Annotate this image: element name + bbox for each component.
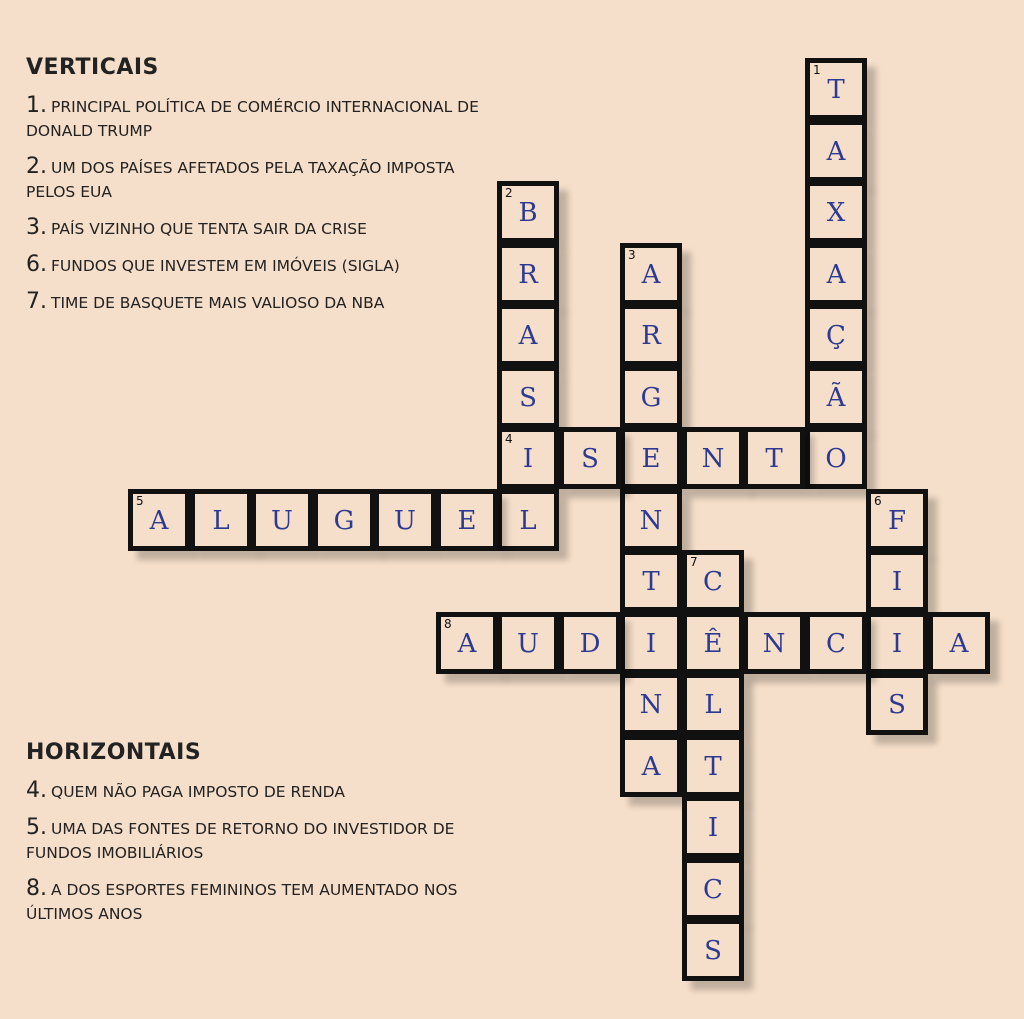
clue-text: TIME DE BASQUETE MAIS VALIOSO DA NBA (51, 294, 385, 312)
grid-cell[interactable] (497, 181, 559, 243)
clue-text: UM DOS PAÍSES AFETADOS PELA TAXAÇÃO IMPOSTA PELOS EUA (26, 159, 455, 201)
grid-cell[interactable] (620, 243, 682, 305)
cell-number: 2 (505, 186, 513, 200)
clue-text: UMA DAS FONTES DE RETORNO DO INVESTIDOR DE FUNDOS IMOBILIÁRIOS (26, 820, 455, 862)
clue-text: FUNDOS QUE INVESTEM EM IMÓVEIS (SIGLA) (51, 257, 400, 275)
clue-number: 1. (26, 93, 47, 118)
cell-letter: I (891, 629, 903, 659)
cell-letter: A (457, 629, 477, 659)
grid-cell[interactable] (682, 858, 744, 920)
grid-cell[interactable] (805, 304, 867, 366)
cell-number: 7 (690, 555, 698, 569)
grid-cell[interactable] (620, 612, 682, 674)
cell-letter: F (887, 506, 907, 536)
cell-letter: U (394, 506, 416, 536)
cell-letter: S (519, 383, 537, 413)
grid-cell[interactable] (805, 427, 867, 489)
cell-number: 1 (813, 63, 821, 77)
cell-letter: I (891, 567, 903, 597)
grid-cell[interactable] (928, 612, 990, 674)
cell-number: 5 (136, 494, 144, 508)
clue-text: PAÍS VIZINHO QUE TENTA SAIR DA CRISE (51, 220, 367, 238)
cell-letter: N (701, 444, 725, 474)
grid-cell[interactable] (866, 612, 928, 674)
cell-letter: G (333, 506, 355, 536)
grid-cell[interactable] (497, 243, 559, 305)
clue-number: 3. (26, 215, 47, 240)
cell-number: 3 (628, 248, 636, 262)
cell-letter: D (579, 629, 601, 659)
cell-letter: N (639, 690, 663, 720)
cell-letter: N (762, 629, 786, 659)
grid-cell[interactable] (805, 366, 867, 428)
grid-cell[interactable] (743, 612, 805, 674)
grid-cell[interactable] (620, 489, 682, 551)
cell-letter: I (645, 629, 657, 659)
grid-cell[interactable] (682, 612, 744, 674)
cell-letter: A (826, 137, 846, 167)
clue-number: 7. (26, 289, 47, 314)
cell-number: 6 (874, 494, 882, 508)
grid-cell[interactable] (436, 489, 498, 551)
cell-letter: L (212, 506, 230, 536)
clue-number: 4. (26, 778, 47, 803)
cell-letter: Ã (826, 383, 846, 413)
grid-cell[interactable] (559, 427, 621, 489)
grid-cell[interactable] (682, 550, 744, 612)
grid-cell[interactable] (682, 735, 744, 797)
cell-letter: B (518, 198, 538, 228)
cell-letter: S (704, 936, 722, 966)
cell-letter: T (827, 75, 845, 105)
grid-cell[interactable] (866, 550, 928, 612)
grid-cell[interactable] (682, 796, 744, 858)
grid-cell[interactable] (620, 304, 682, 366)
cell-letter: T (704, 752, 722, 782)
clue-number: 6. (26, 252, 47, 277)
cell-letter: I (522, 444, 534, 474)
cell-letter: S (888, 690, 906, 720)
grid-cell[interactable] (436, 612, 498, 674)
grid-cell[interactable] (313, 489, 375, 551)
cell-letter: L (519, 506, 537, 536)
cell-letter: A (518, 321, 538, 351)
grid-cell[interactable] (866, 489, 928, 551)
cell-letter: R (518, 260, 538, 290)
grid-cell[interactable] (743, 427, 805, 489)
clue-number: 5. (26, 815, 47, 840)
grid-cell[interactable] (805, 612, 867, 674)
clue-text: QUEM NÃO PAGA IMPOSTO DE RENDA (51, 783, 345, 801)
cell-letter: Ê (703, 629, 723, 659)
grid-cell[interactable] (805, 181, 867, 243)
cell-letter: E (457, 506, 477, 536)
cell-letter: A (949, 629, 969, 659)
cell-letter: O (825, 444, 847, 474)
cell-letter: A (826, 260, 846, 290)
cell-letter: T (765, 444, 783, 474)
grid-cell[interactable] (805, 58, 867, 120)
cell-letter: U (271, 506, 293, 536)
clue-number: 2. (26, 154, 47, 179)
cell-letter: X (826, 198, 846, 228)
grid-cell[interactable] (497, 366, 559, 428)
grid-cell[interactable] (866, 673, 928, 735)
cell-letter: S (581, 444, 599, 474)
grid-cell[interactable] (620, 735, 682, 797)
cell-letter: G (640, 383, 662, 413)
cell-letter: Ç (826, 321, 846, 351)
horizontal-clues-title: HORIZONTAIS (26, 740, 202, 765)
grid-cell[interactable] (497, 612, 559, 674)
cell-letter: C (703, 567, 723, 597)
grid-cell[interactable] (251, 489, 313, 551)
cell-number: 4 (505, 432, 513, 446)
grid-cell[interactable] (805, 120, 867, 182)
grid-cell[interactable] (497, 489, 559, 551)
grid-cell[interactable] (497, 427, 559, 489)
cell-letter: N (639, 506, 663, 536)
grid-cell[interactable] (682, 673, 744, 735)
grid-cell[interactable] (128, 489, 190, 551)
grid-cell[interactable] (620, 550, 682, 612)
vertical-clues-title: VERTICAIS (26, 55, 159, 80)
grid-cell[interactable] (620, 427, 682, 489)
cell-letter: E (641, 444, 661, 474)
cell-letter: C (703, 875, 723, 905)
grid-cell[interactable] (497, 304, 559, 366)
cell-letter: C (826, 629, 846, 659)
cell-number: 8 (444, 617, 452, 631)
cell-letter: A (641, 260, 661, 290)
grid-cell[interactable] (190, 489, 252, 551)
grid-cell[interactable] (682, 427, 744, 489)
grid-cell[interactable] (559, 612, 621, 674)
cell-letter: R (641, 321, 661, 351)
cell-letter: I (707, 813, 719, 843)
cell-letter: U (517, 629, 539, 659)
grid-cell[interactable] (620, 366, 682, 428)
cell-letter: A (641, 752, 661, 782)
clue-number: 8. (26, 876, 47, 901)
cell-letter: A (149, 506, 169, 536)
grid-cell[interactable] (620, 673, 682, 735)
clue-text: PRINCIPAL POLÍTICA DE COMÉRCIO INTERNACIONAL DE DONALD TRUMP (26, 98, 479, 140)
grid-cell[interactable] (682, 919, 744, 981)
clue-text: A DOS ESPORTES FEMININOS TEM AUMENTADO NOS ÚLTIMOS ANOS (26, 881, 458, 923)
cell-letter: L (704, 690, 722, 720)
grid-cell[interactable] (805, 243, 867, 305)
grid-cell[interactable] (374, 489, 436, 551)
cell-letter: T (642, 567, 660, 597)
